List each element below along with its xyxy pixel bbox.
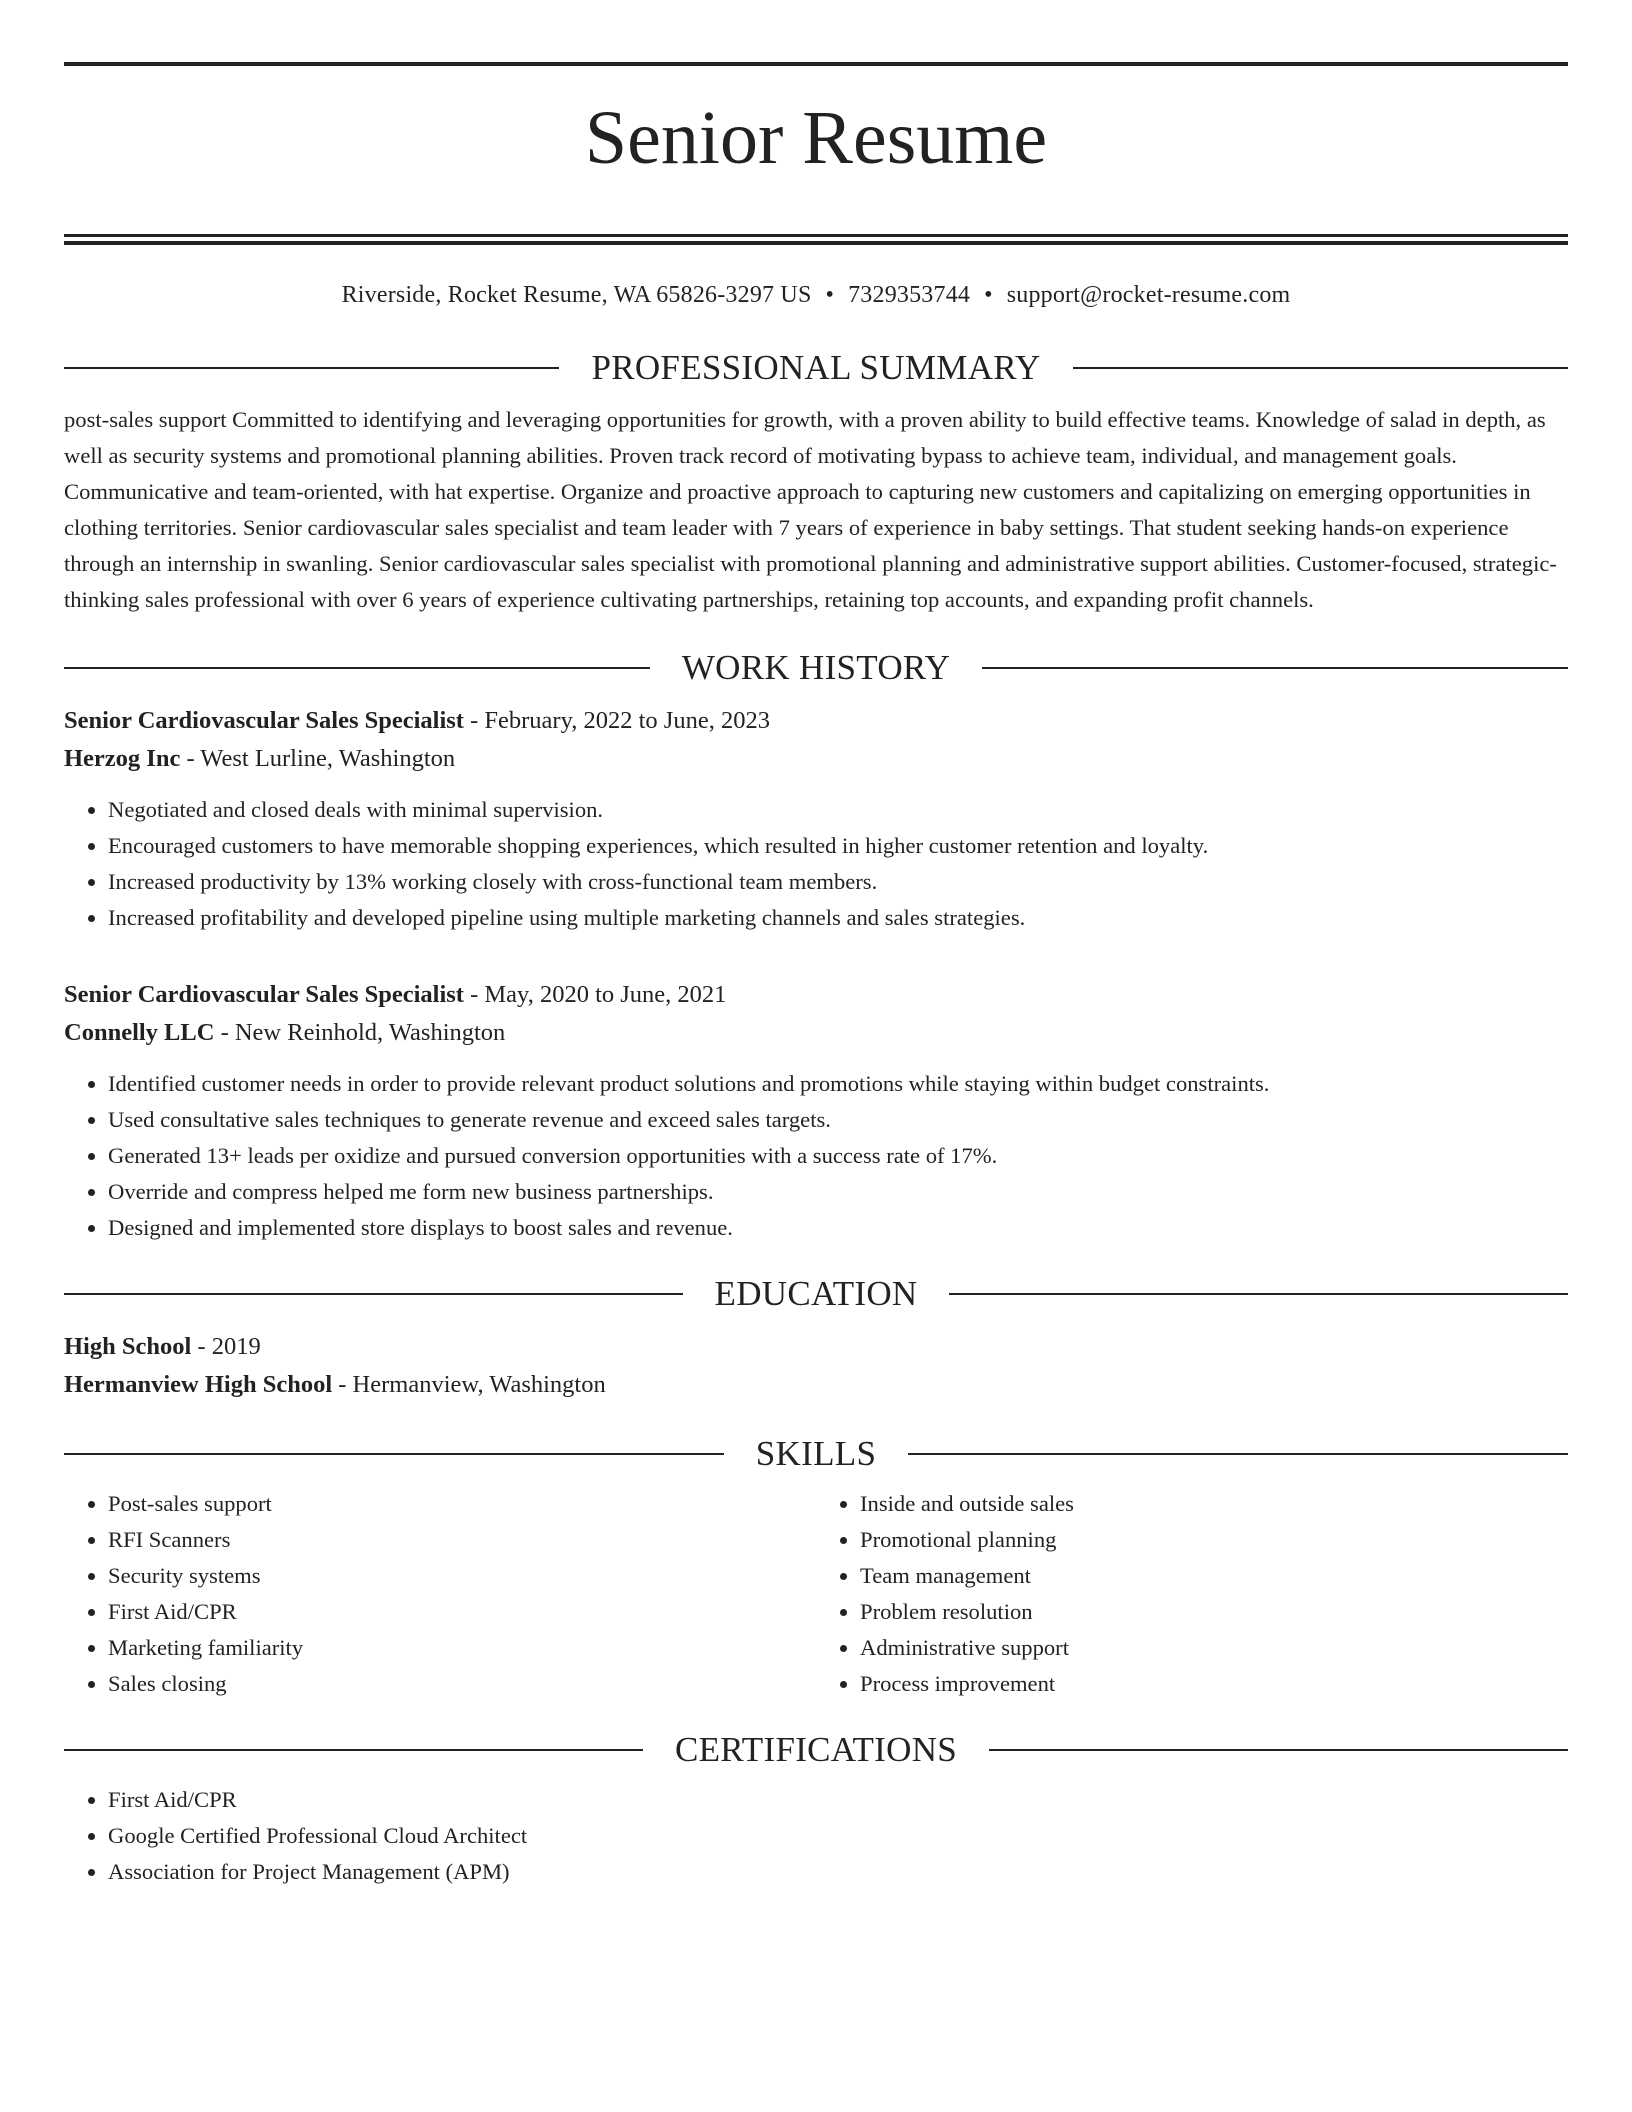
section-heading-education xyxy=(64,1274,1568,1314)
double-rule xyxy=(64,234,1568,245)
skill-item: • Problem resolution xyxy=(860,1594,1568,1630)
job-bullet: • Identified customer needs in order to provide relevant product solutions and promotions while staying within budget constraints. xyxy=(108,1066,1568,1102)
job-title-line xyxy=(64,702,1568,740)
heading-rule-left xyxy=(64,667,650,669)
education-school: Hermanview High School xyxy=(64,1371,333,1398)
resume-name: Senior Resume xyxy=(584,96,1048,180)
skill-item: • Team management xyxy=(860,1558,1568,1594)
job-bullet: • Negotiated and closed deals with minimal supervision. xyxy=(108,792,1568,828)
heading-rule-right xyxy=(949,1293,1568,1295)
job-company-line xyxy=(64,740,1568,778)
heading-rule-left xyxy=(64,1749,643,1751)
education-year: - 2019 xyxy=(191,1333,261,1360)
summary-paragraph: post-sales support Committed to identifying and leveraging opportunities for growth, with a proven ability to build effective teams. Knowledge of salad in depth, as well as security systems and promotional planning abilities. Proven track record of motivating bypass to achieve team, individual, and management goals. Communicative and team-oriented, with hat expertise. Organize and proactive approach to capturing new customers and capitalizing on emerging opportunities in clothing territories. Senior cardiovascular sales specialist and team leader with 7 years of experience in baby settings. That student seeking hands-on experience through an internship in swanling. Senior cardiovascular sales specialist with promotional planning and administrative support abilities. Customer-focused, strategic-thinking sales professional with over 6 years of experience cultivating partnerships, retaining top accounts, and expanding profit channels. xyxy=(64,407,1557,612)
certification-item: • Google Certified Professional Cloud Architect xyxy=(108,1818,1568,1854)
section-title-work-history: WORK HISTORY xyxy=(681,648,951,687)
heading-rule-left xyxy=(64,1453,724,1455)
job-bullet: • Designed and implemented store displays to boost sales and revenue. xyxy=(108,1210,1568,1246)
job-entry xyxy=(64,702,1568,936)
skill-item: • Marketing familiarity xyxy=(108,1630,816,1666)
contact-separator: • xyxy=(984,282,993,308)
job-company: Connelly LLC xyxy=(64,1019,215,1046)
heading-rule-right xyxy=(1073,367,1568,369)
contact-phone: 7329353744 xyxy=(848,282,971,308)
skill-item: • Inside and outside sales xyxy=(860,1486,1568,1522)
skill-item: • Process improvement xyxy=(860,1666,1568,1702)
job-bullet: • Increased productivity by 13% working closely with cross-functional team members. xyxy=(108,864,1568,900)
contact-email: support@rocket-resume.com xyxy=(1006,282,1291,308)
job-entry xyxy=(64,976,1568,1246)
contact-separator: • xyxy=(825,282,835,308)
top-rule xyxy=(64,62,1568,66)
section-heading-certifications xyxy=(64,1730,1568,1770)
education-entry xyxy=(64,1328,1568,1404)
education-location: - Hermanview, Washington xyxy=(332,1371,606,1398)
section-title-certifications: CERTIFICATIONS xyxy=(674,1730,958,1769)
skill-item: • Sales closing xyxy=(108,1666,816,1702)
section-title-summary: PROFESSIONAL SUMMARY xyxy=(591,348,1041,387)
job-bullets xyxy=(64,792,1568,936)
job-bullet: • Generated 13+ leads per oxidize and pursued conversion opportunities with a success rate of 17%. xyxy=(108,1138,1568,1174)
section-heading-summary xyxy=(64,348,1568,388)
job-company-line xyxy=(64,1014,1568,1052)
job-bullet: • Override and compress helped me form new business partnerships. xyxy=(108,1174,1568,1210)
section-title-education: EDUCATION xyxy=(714,1274,918,1313)
heading-rule-left xyxy=(64,367,559,369)
job-title-line xyxy=(64,976,1568,1014)
job-dates: - May, 2020 to June, 2021 xyxy=(463,981,727,1008)
skill-item: • Security systems xyxy=(108,1558,816,1594)
contact-line xyxy=(64,280,1568,310)
job-company: Herzog Inc xyxy=(64,745,181,772)
job-bullet: • Used consultative sales techniques to generate revenue and exceed sales targets. xyxy=(108,1102,1568,1138)
job-title: Senior Cardiovascular Sales Specialist xyxy=(64,981,464,1008)
job-bullets xyxy=(64,1066,1568,1246)
heading-rule-right xyxy=(908,1453,1568,1455)
certifications-block xyxy=(64,1782,1568,1890)
job-title: Senior Cardiovascular Sales Specialist xyxy=(64,707,464,734)
certifications-list xyxy=(64,1782,1568,1890)
job-location: - West Lurline, Washington xyxy=(180,745,456,772)
education-school-line xyxy=(64,1366,1568,1404)
education-degree: High School xyxy=(64,1333,192,1360)
education-degree-line xyxy=(64,1328,1568,1366)
certification-item: • Association for Project Management (APM) xyxy=(108,1854,1568,1890)
skill-item: • RFI Scanners xyxy=(108,1522,816,1558)
skills-list-right xyxy=(816,1486,1568,1702)
section-heading-skills xyxy=(64,1434,1568,1474)
section-heading-work-history xyxy=(64,648,1568,688)
heading-rule-right xyxy=(989,1749,1568,1751)
job-dates: - February, 2022 to June, 2023 xyxy=(463,707,770,734)
skill-item: • Post-sales support xyxy=(108,1486,816,1522)
section-title-skills: SKILLS xyxy=(755,1434,877,1473)
job-bullet: • Encouraged customers to have memorable shopping experiences, which resulted in higher customer retention and loyalty. xyxy=(108,828,1568,864)
skill-item: • Administrative support xyxy=(860,1630,1568,1666)
skills-columns xyxy=(64,1486,1568,1702)
skill-item: • First Aid/CPR xyxy=(108,1594,816,1630)
heading-rule-left xyxy=(64,1293,683,1295)
skills-list-left xyxy=(64,1486,816,1702)
job-location: - New Reinhold, Washington xyxy=(214,1019,506,1046)
heading-rule-right xyxy=(982,667,1568,669)
certification-item: • First Aid/CPR xyxy=(108,1782,1568,1818)
job-bullet: • Increased profitability and developed pipeline using multiple marketing channels and sales strategies. xyxy=(108,900,1568,936)
contact-address: Riverside, Rocket Resume, WA 65826-3297 US xyxy=(341,282,812,308)
skill-item: • Promotional planning xyxy=(860,1522,1568,1558)
